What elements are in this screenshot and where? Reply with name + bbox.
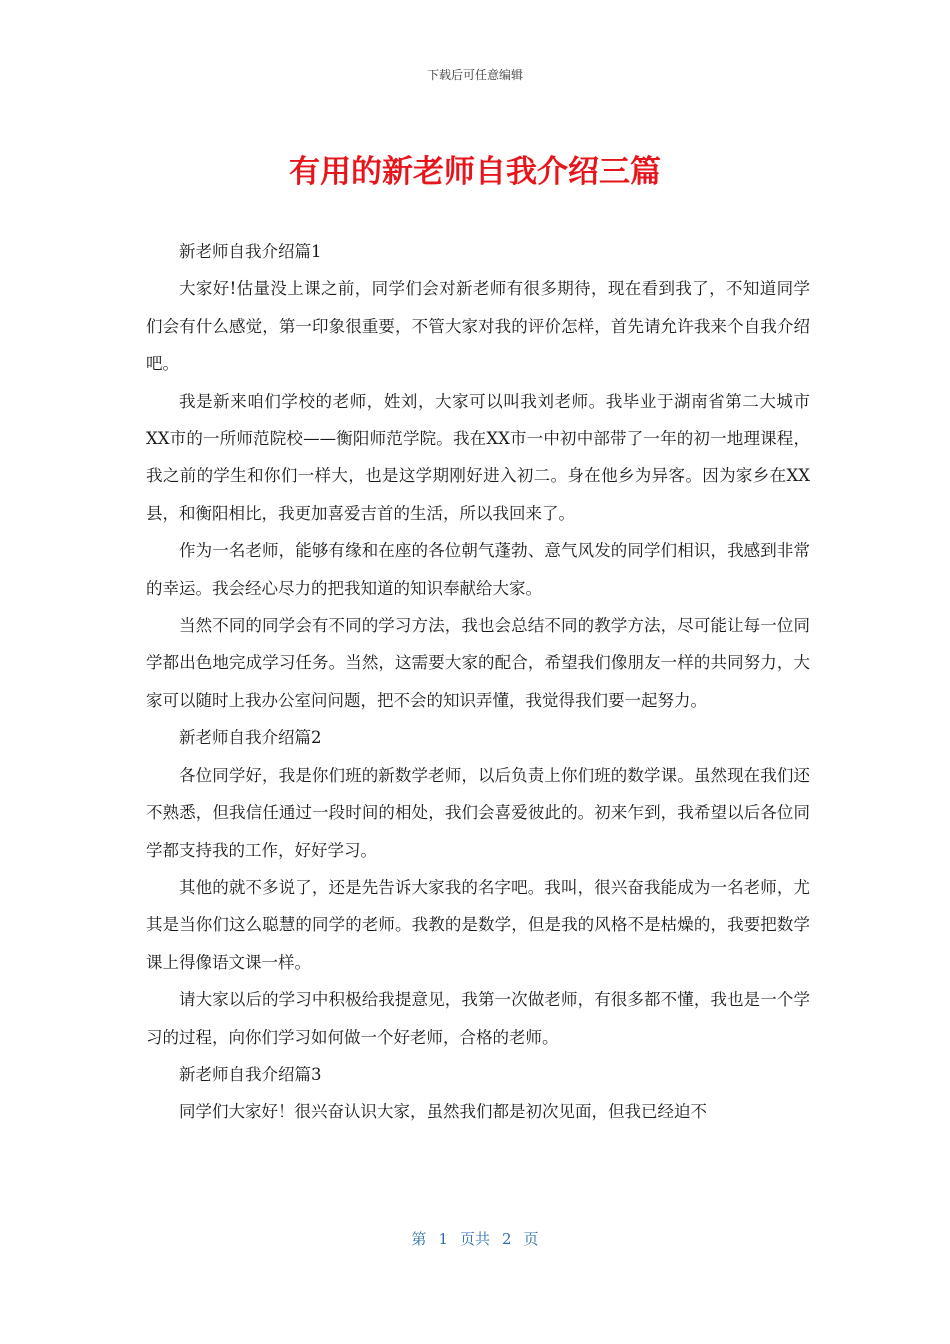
page-footer: [0, 1228, 950, 1249]
header-note: 下载后可任意编辑: [426, 68, 523, 82]
section-heading: 新老师自我介绍篇3: [179, 1064, 322, 1084]
section-heading: 新老师自我介绍篇2: [179, 728, 322, 748]
body-paragraph: 各位同学好，我是你们班的新数学老师，以后负责上你们班的数学课。虽然现在我们还不熟悉，但我信任通过一段时间的相处，我们会喜爱彼此的。初来乍到，我希望以后各位同学都支持我的工作，好好学习。: [146, 765, 810, 860]
section-heading: 新老师自我介绍篇1: [179, 242, 322, 261]
footer-label-end: 页: [523, 1230, 539, 1248]
page-title: 有用的新老师自我介绍三篇: [289, 154, 661, 190]
footer-label-page: 第: [411, 1230, 427, 1248]
footer-label-total: 页共: [459, 1230, 490, 1248]
body-paragraph: 大家好!估量没上课之前，同学们会对新老师有很多期待，现在看到我了，不知道同学们会有什么感觉，第一印象很重要，不管大家对我的评价怎样，首先请允许我来个自我介绍吧。: [146, 279, 810, 374]
body-paragraph: 其他的就不多说了，还是先告诉大家我的名字吧。我叫，很兴奋我能成为一名老师，尤其是当你们这么聪慧的同学的老师。我教的是数学，但是我的风格不是枯燥的，我要把数学课上得像语文课一样。: [146, 877, 810, 972]
document-body: [146, 233, 810, 1131]
body-paragraph: 当然不同的同学会有不同的学习方法，我也会总结不同的教学方法，尽可能让每一位同学都出色地完成学习任务。当然，这需要大家的配合，希望我们像朋友一样的共同努力，大家可以随时上我办公室问问题，把不会的知识弄懂，我觉得我们要一起努力。: [146, 616, 810, 710]
body-paragraph: 我是新来咱们学校的老师，姓刘，大家可以叫我刘老师。我毕业于湖南省第二大城市XX市的一所师范院校——衡阳师范学院。我在XX市一中初中部带了一年的初一地理课程，我之前的学生和你们一样大，也是这学期刚好进入初二。身在他乡为异客。因为家乡在XX县，和衡阳相比，我更加喜爱吉首的生活，所以我回来了。: [146, 391, 810, 523]
body-paragraph: 请大家以后的学习中积极给我提意见，我第一次做老师，有很多都不懂，我也是一个学习的过程，向你们学习如何做一个好老师，合格的老师。: [146, 990, 810, 1047]
footer-total-pages: 2: [502, 1230, 512, 1248]
footer-current-page: 1: [438, 1230, 448, 1248]
body-paragraph: 同学们大家好！很兴奋认识大家，虽然我们都是初次见面，但我已经迫不: [179, 1102, 707, 1122]
body-paragraph: 作为一名老师，能够有缘和在座的各位朝气蓬勃、意气风发的同学们相识，我感到非常的幸运。我会经心尽力的把我知道的知识奉献给大家。: [146, 541, 810, 598]
